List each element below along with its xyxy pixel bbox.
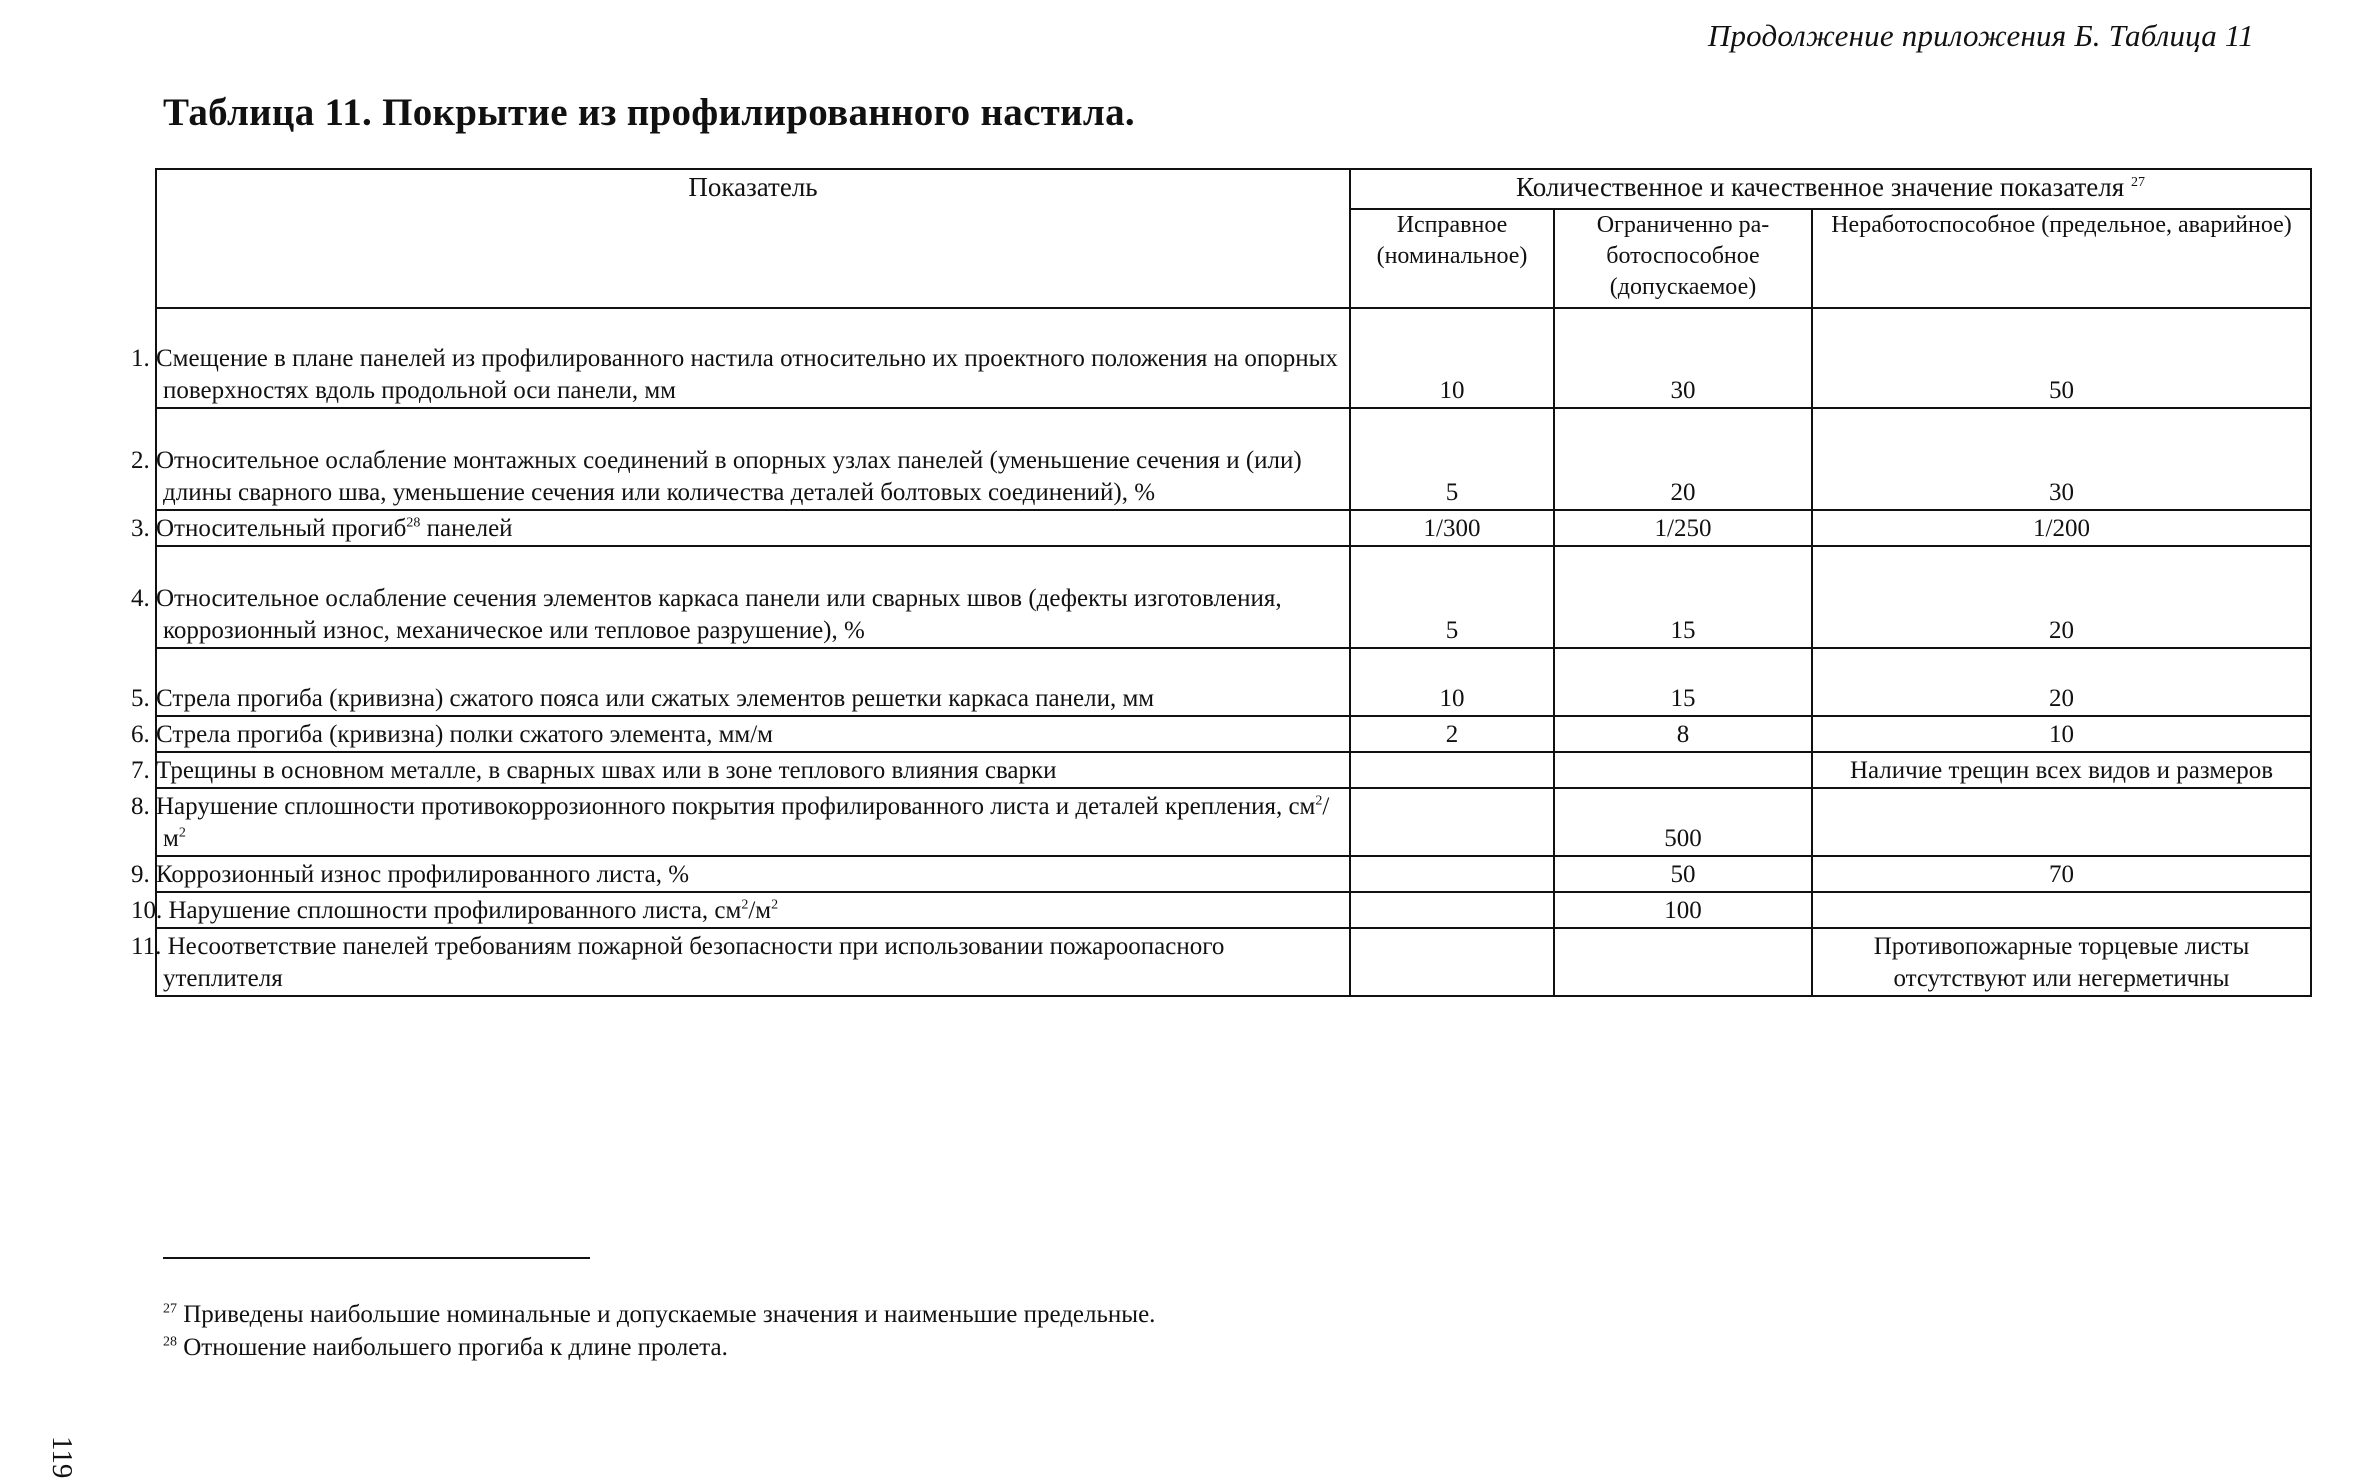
row-value-serviceable: 10 — [1350, 648, 1554, 716]
row-value-inoperable: 50 — [1812, 308, 2311, 408]
table-row — [156, 856, 2311, 892]
row-value-serviceable — [1350, 928, 1554, 996]
footnote-27 — [163, 1300, 1155, 1330]
row-indicator-text-end: панелей — [420, 515, 513, 542]
table-row — [156, 648, 2311, 716]
table-header-row — [156, 169, 2311, 209]
row-value-inoperable: 30 — [1812, 408, 2311, 510]
row-value-limited: 30 — [1554, 308, 1812, 408]
page-number: 119 — [46, 1436, 78, 1478]
row-indicator: 9. Коррозионный износ профилированного листа, % — [156, 856, 1350, 892]
table-row — [156, 716, 2311, 752]
header-col-limited: Ограниченно ра-ботоспособное (допускаемое) — [1554, 209, 1812, 308]
row-value-limited: 50 — [1554, 856, 1812, 892]
row-indicator: 5. Стрела прогиба (кривизна) сжатого пояса или сжатых элементов решетки каркаса панели, мм — [156, 648, 1350, 716]
row-value-inoperable: 70 — [1812, 856, 2311, 892]
footnote-ref-27: 27 — [2130, 175, 2145, 190]
footnote-divider — [163, 1257, 590, 1259]
row-value-serviceable: 10 — [1350, 308, 1554, 408]
table-row — [156, 308, 2311, 408]
header-indicator: Показатель — [156, 169, 1350, 308]
row-value-inoperable — [1812, 788, 2311, 856]
row-value-limited: 20 — [1554, 408, 1812, 510]
row-indicator-text: 8. Нарушение сплошности противокоррозионного покрытия профилированного листа и деталей крепления, см — [131, 793, 1316, 820]
unit-exponent: 2 — [771, 897, 779, 913]
row-value-limited — [1554, 752, 1812, 788]
header-group-label: Количественное и качественное значение показателя — [1516, 172, 2125, 202]
header-col-inoperable: Неработоспособное (предельное, аварийное) — [1812, 209, 2311, 308]
row-value-serviceable — [1350, 856, 1554, 892]
page-title: Таблица 11. Покрытие из профилированного настила. — [163, 91, 1135, 134]
table-row — [156, 752, 2311, 788]
row-value-serviceable: 5 — [1350, 546, 1554, 648]
footnote-mark: 27 — [163, 1301, 177, 1317]
row-indicator-text: 10. Нарушение сплошности профилированного листа, см — [131, 897, 742, 924]
row-indicator — [131, 892, 1350, 928]
unit-exponent: 2 — [178, 825, 186, 841]
row-value-serviceable — [1350, 892, 1554, 928]
row-value-limited: 100 — [1554, 892, 1812, 928]
table-row — [156, 892, 2311, 928]
row-indicator — [131, 510, 1350, 546]
row-indicator: 2. Относительное ослабление монтажных соединений в опорных узлах панелей (уменьшение сечения и (или) длины сварного шва, уменьшение сечения или количества деталей болтовых соединений), % — [156, 408, 1350, 510]
unit-exponent: 2 — [1315, 793, 1323, 809]
row-value-serviceable — [1350, 752, 1554, 788]
footnote-mark: 28 — [163, 1334, 177, 1350]
row-value-limited: 15 — [1554, 648, 1812, 716]
row-value-limited: 15 — [1554, 546, 1812, 648]
row-value-inoperable: Наличие трещин всех видов и размеров — [1812, 752, 2311, 788]
row-value-limited: 500 — [1554, 788, 1812, 856]
footnote-28 — [163, 1333, 728, 1363]
row-indicator-text: 3. Относительный прогиб — [131, 515, 407, 542]
indicator-table — [131, 168, 2312, 997]
row-indicator: 1. Смещение в плане панелей из профилированного настила относительно их проектного положения на опорных поверхностях вдоль продольной оси панели, мм — [156, 308, 1350, 408]
header-col-serviceable: Исправное (номинальное) — [1350, 209, 1554, 308]
table-row — [156, 788, 2311, 856]
row-indicator: 4. Относительное ослабление сечения элементов каркаса панели или сварных швов (дефекты изготовления, коррозионный износ, механическое или тепловое разрушение), % — [156, 546, 1350, 648]
table-row — [156, 408, 2311, 510]
row-value-limited: 1/250 — [1554, 510, 1812, 546]
row-value-inoperable: Противопожарные торцевые листы отсутствуют или негерметичны — [1812, 928, 2311, 996]
row-indicator: 6. Стрела прогиба (кривизна) полки сжатого элемента, мм/м — [156, 716, 1350, 752]
table-row — [156, 546, 2311, 648]
unit-text: /м — [748, 897, 772, 924]
header-group — [1350, 169, 2311, 209]
row-value-serviceable: 1/300 — [1350, 510, 1554, 546]
row-value-inoperable: 20 — [1812, 648, 2311, 716]
row-indicator: 7. Трещины в основном металле, в сварных швах или в зоне теплового влияния сварки — [156, 752, 1350, 788]
running-head: Продолжение приложения Б. Таблица 11 — [1707, 18, 2254, 53]
table-row — [156, 510, 2311, 546]
row-value-inoperable: 1/200 — [1812, 510, 2311, 546]
row-value-serviceable — [1350, 788, 1554, 856]
row-value-inoperable: 20 — [1812, 546, 2311, 648]
footnote-text: Отношение наибольшего прогиба к длине пролета. — [177, 1334, 728, 1361]
row-indicator: 11. Несоответствие панелей требованиям пожарной безопасности при использовании пожароопасного утеплителя — [156, 928, 1350, 996]
row-value-limited — [1554, 928, 1812, 996]
unit-text: /м — [163, 793, 1330, 852]
row-value-serviceable: 2 — [1350, 716, 1554, 752]
table-row — [156, 928, 2311, 996]
footnote-ref-28: 28 — [406, 515, 421, 531]
footnote-text: Приведены наибольшие номинальные и допускаемые значения и наименьшие предельные. — [177, 1301, 1156, 1328]
row-value-inoperable: 10 — [1812, 716, 2311, 752]
unit-exponent: 2 — [741, 897, 749, 913]
row-value-inoperable — [1812, 892, 2311, 928]
row-value-serviceable: 5 — [1350, 408, 1554, 510]
row-value-limited: 8 — [1554, 716, 1812, 752]
row-indicator — [131, 788, 1350, 856]
